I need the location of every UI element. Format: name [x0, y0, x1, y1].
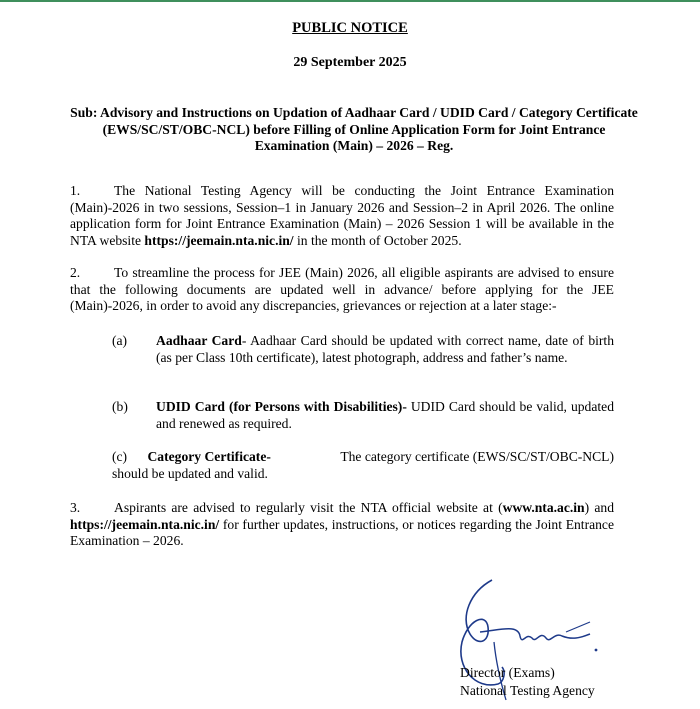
- paragraph-2-number: 2.: [70, 265, 81, 280]
- paragraph-3: [70, 500, 614, 550]
- item-c-heading: Category Certificate-: [147, 449, 271, 464]
- paragraph-3-text: Aspirants are advised to regularly visit the NTA official website at (: [114, 500, 503, 515]
- paragraph-3-text-end: for further updates, instructions, or notices regarding the Joint Entrance Examination – 2026.: [70, 516, 614, 548]
- nta-website-link[interactable]: www.nta.ac.in: [502, 500, 585, 515]
- paragraph-3-text-mid: ) and: [584, 500, 615, 515]
- top-border-line: [0, 0, 700, 2]
- paragraph-1: [70, 183, 614, 249]
- paragraph-1-number: 1.: [70, 183, 81, 198]
- notice-title: PUBLIC NOTICE: [292, 20, 408, 36]
- item-a-heading: Aadhaar Card: [156, 333, 242, 348]
- item-b-text: UDID Card should be valid, updated and renewed as required.: [156, 399, 614, 431]
- paragraph-1-text: The National Testing Agency will be conducting the Joint Entrance Examination (Main)-2026 in two sessions, Session–1 in January 2026 and Session–2 in April 2026. The online application form for Joint Entrance Examination (Main) – 2026 Session 1 will be available in the NTA website: [70, 183, 614, 248]
- item-b: [112, 399, 614, 432]
- notice-date: 29 September 2025: [293, 55, 407, 70]
- jeemain-link[interactable]: https://jeemain.nta.nic.in/: [144, 232, 294, 248]
- item-c-label: (c): [112, 449, 128, 464]
- signatory-designation: Director (Exams): [460, 665, 555, 680]
- paragraph-2-text: To streamline the process for JEE (Main) 2026, all eligible aspirants are advised to ensure that the following documents are updated well in advance/ before applying for the JEE (Main)-2026, in order to avoid any discrepancies, grievances or rejection at a later stage:-: [70, 265, 614, 313]
- item-b-heading: UDID Card (for Persons with Disabilities)-: [156, 399, 407, 414]
- paragraph-1-text-end: in the month of October 2025.: [293, 232, 462, 248]
- jeemain-link-2[interactable]: https://jeemain.nta.nic.in/: [70, 516, 220, 532]
- item-c-text-end: should be updated and valid.: [112, 465, 268, 481]
- item-a: [112, 333, 614, 366]
- signature-block: [460, 664, 595, 700]
- signatory-organization: National Testing Agency: [460, 683, 595, 698]
- item-a-text: - Aadhaar Card should be updated with correct name, date of birth (as per Class 10th certificate), latest photograph, address and father’s name.: [156, 333, 614, 365]
- item-b-label: (b): [112, 399, 128, 414]
- item-c: [112, 449, 614, 482]
- item-a-label: (a): [112, 333, 128, 348]
- paragraph-3-number: 3.: [70, 500, 81, 515]
- notice-subject: Sub: Advisory and Instructions on Updation of Aadhaar Card / UDID Card / Category Certificate (EWS/SC/ST/OBC-NCL) before Filling of Online Application Form for Joint Entrance Examination (Main) – 2026 – Reg.: [70, 105, 638, 153]
- paragraph-2: [70, 265, 614, 315]
- item-c-text: The category certificate (EWS/SC/ST/OBC-NCL): [340, 449, 614, 464]
